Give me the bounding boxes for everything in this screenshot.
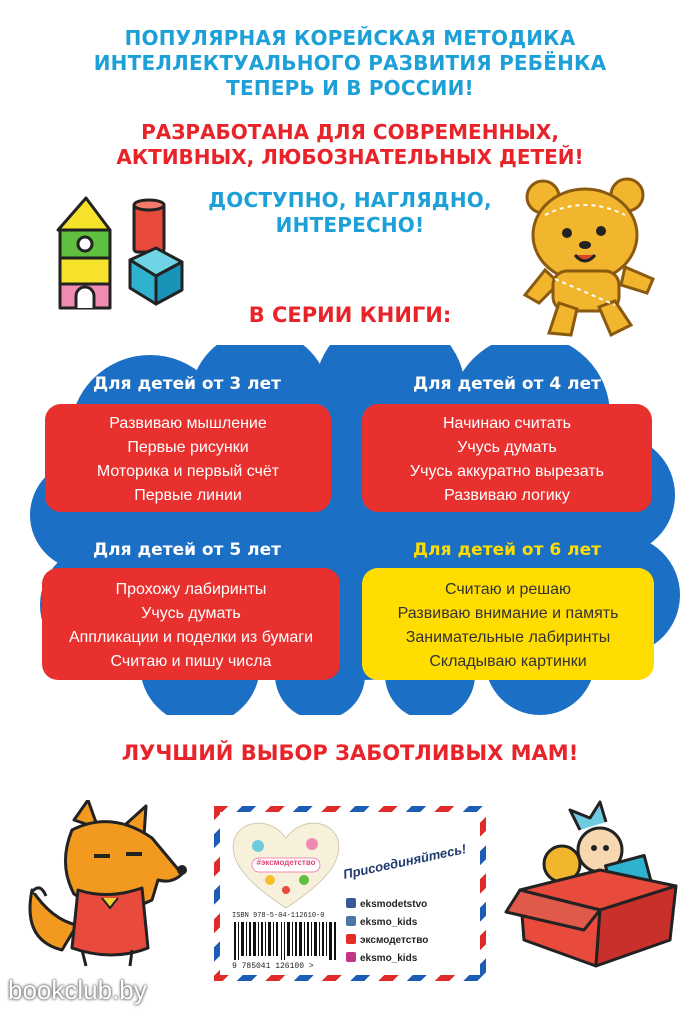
header-line: ИНТЕЛЛЕКТУАЛЬНОГО РАЗВИТИЯ РЕБЁНКА [93,51,607,75]
book-list-4 [362,404,652,512]
slogan: ЛУЧШИЙ ВЫБОР ЗАБОТЛИВЫХ МАМ! [121,741,579,765]
social-label: эксмодетство [360,935,429,946]
social-label: eksmo_kids [360,953,418,964]
toy-box-illustration [500,800,690,970]
instagram-icon [346,952,356,962]
book-title: Считаю и пишу числа [110,653,272,670]
header-line: ДОСТУПНО, НАГЛЯДНО, [208,188,492,212]
header-red [0,120,700,170]
age-label: Для детей от 5 лет [93,540,281,560]
book-title: Первые линии [134,487,242,504]
age-label: Для детей от 3 лет [93,374,281,394]
header-blue [0,26,700,101]
book-title: Учусь думать [457,439,557,456]
book-title: Учусь думать [141,605,241,622]
book-title: Первые рисунки [127,439,249,456]
series-title: В СЕРИИ КНИГИ: [248,303,452,327]
header-line: ИНТЕРЕСНО! [275,213,425,237]
social-vk[interactable] [346,916,417,928]
hashtag: #эксмодетство [256,858,316,867]
facebook-icon [346,898,356,908]
social-instagram[interactable] [346,952,417,964]
publisher-card [214,806,486,981]
book-title: Занимательные лабиринты [405,629,611,646]
book-list-5 [42,568,340,680]
book-title: Считаю и решаю [444,581,572,598]
join-text: Присоединяйтесь! [341,841,468,882]
book-title: Начинаю считать [442,415,571,432]
header-line: АКТИВНЫХ, ЛЮБОЗНАТЕЛЬНЫХ ДЕТЕЙ! [116,145,584,169]
barcode-digits: 9 785041 126100 > [232,962,314,971]
header-line: ТЕПЕРЬ И В РОССИИ! [226,76,474,100]
social-label: eksmo_kids [360,917,418,928]
book-title: Аппликации и поделки из бумаги [68,629,314,646]
social-youtube[interactable] [346,934,428,946]
header-line: РАЗРАБОТАНА ДЛЯ СОВРЕМЕННЫХ, [141,120,559,144]
book-title: Складываю картинки [429,653,587,670]
header-line: ПОПУЛЯРНАЯ КОРЕЙСКАЯ МЕТОДИКА [124,26,576,50]
barcode [232,922,338,960]
age-label: Для детей от 4 лет [413,374,601,394]
book-list-6 [362,568,654,680]
book-list-3 [45,404,331,512]
toy-blocks-illustration [48,190,198,320]
age-label: Для детей от 6 лет [413,540,601,560]
book-title: Развиваю логику [444,487,570,504]
fox-illustration [22,800,202,970]
book-title: Учусь аккуратно вырезать [410,463,604,480]
book-title: Моторика и первый счёт [96,463,280,480]
youtube-icon [346,934,356,944]
book-title: Прохожу лабиринты [115,581,267,598]
isbn-text: ISBN 978-5-04-112610-0 [232,912,325,920]
social-label: eksmodetstvo [360,899,428,910]
watermark: bookclub.by [8,975,147,1005]
social-facebook[interactable] [346,898,427,910]
vk-icon [346,916,356,926]
book-title: Развиваю мышление [109,415,267,432]
book-title: Развиваю внимание и память [397,605,619,622]
